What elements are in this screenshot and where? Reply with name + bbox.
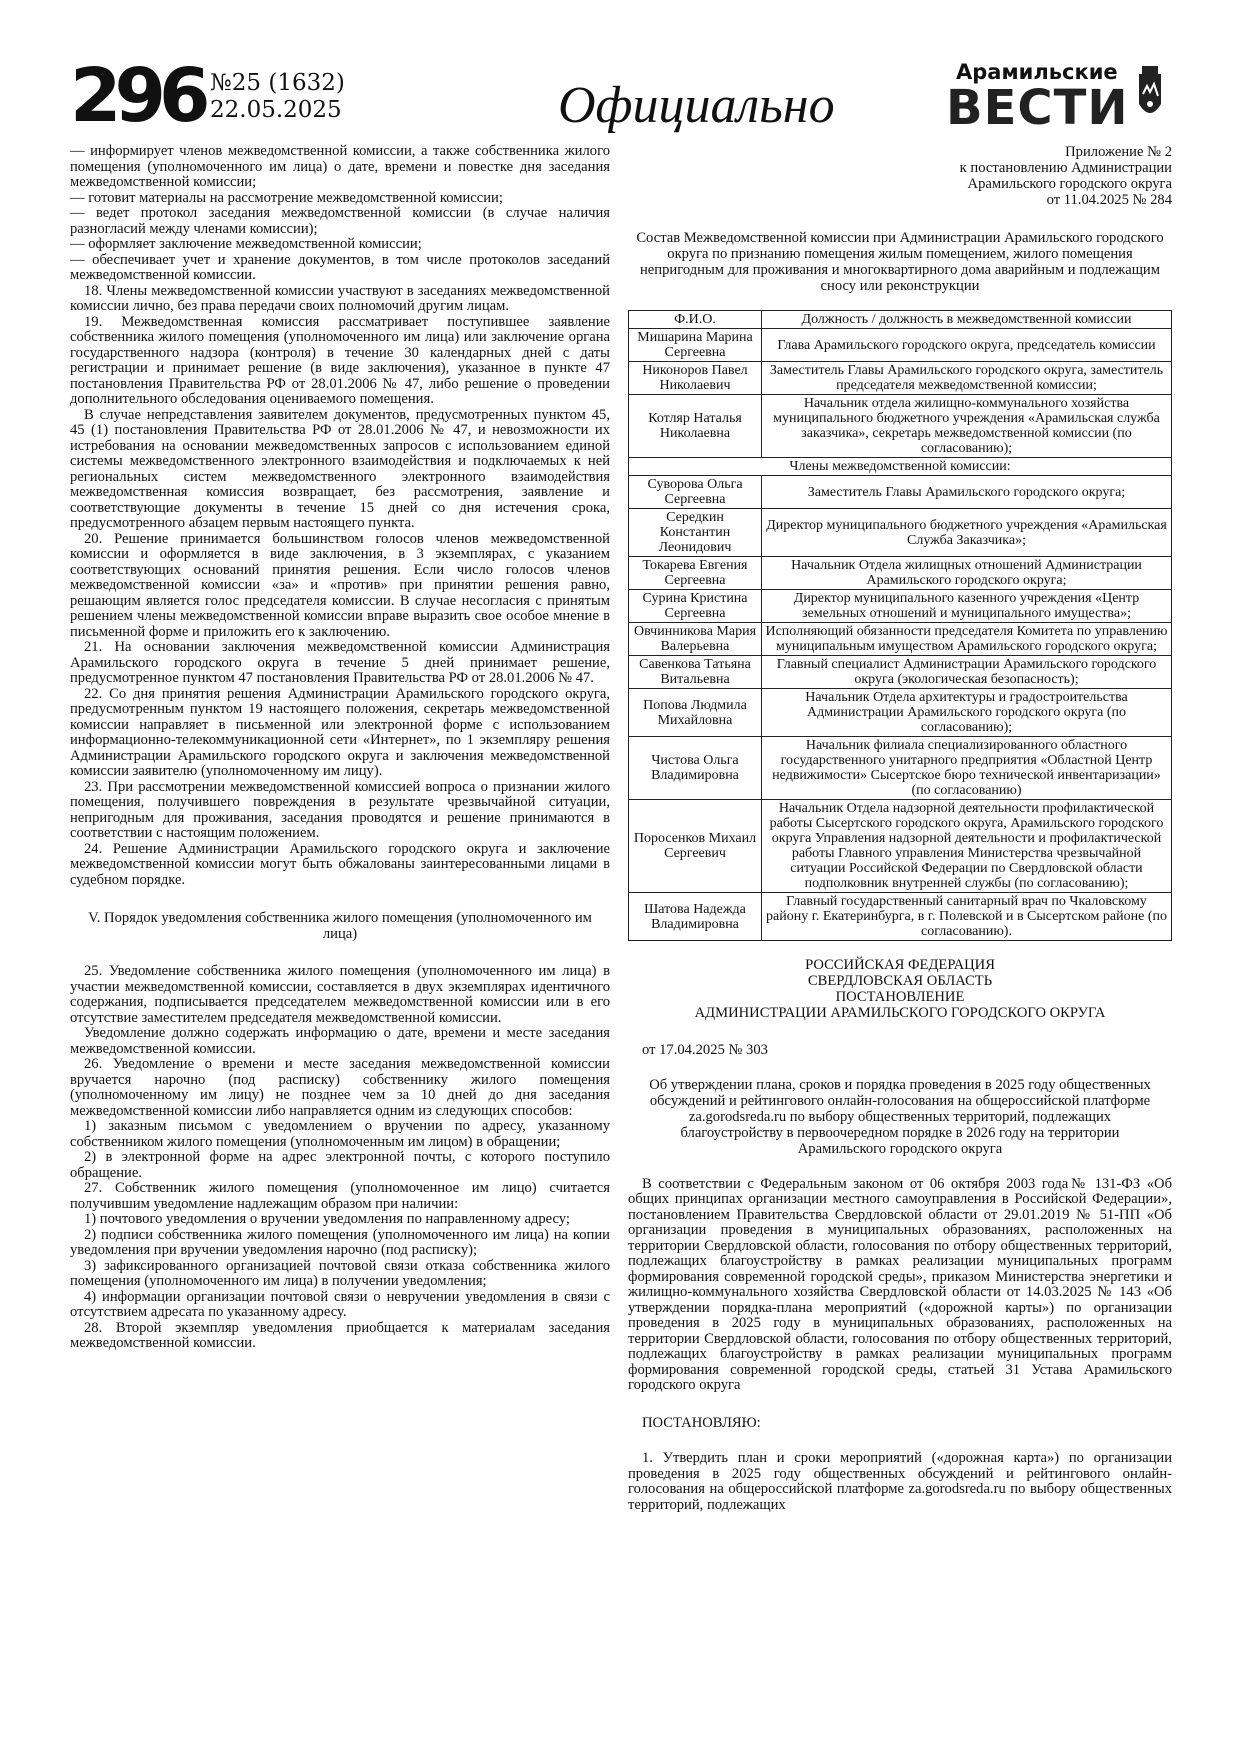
table-row [629, 656, 1172, 689]
paragraph: 2) в электронной форме на адрес электронной почты, с которого поступило обращение. [70, 1149, 610, 1181]
member-role: Начальник Отдела архитектуры и градостроительства Администрации Арамильского городского округа (по согласованию); [762, 689, 1172, 737]
section-title: Официально [558, 77, 835, 134]
paragraph: 27. Собственник жилого помещения (уполномоченное им лицо) считается получившим уведомление надлежащим образом при наличии: [70, 1180, 610, 1212]
paragraph: 28. Второй экземпляр уведомления приобщается к материалам заседания межведомственной комиссии. [70, 1319, 610, 1351]
page-header [70, 53, 1170, 144]
decree-resolve: ПОСТАНОВЛЯЮ: [642, 1414, 761, 1431]
member-role: Заместитель Главы Арамильского городского округа, заместитель председателя межведомственной комиссии; [762, 362, 1172, 395]
table-row [629, 329, 1172, 362]
appendix-line: к постановлению Администрации [959, 160, 1172, 176]
paragraph: 18. Члены межведомственной комиссии участвуют в заседаниях межведомственной комиссии лично, без права передачи своих полномочий другим лицам. [70, 282, 610, 314]
section-heading-v: V. Порядок уведомления собственника жилого помещения (уполномоченного им лица) [88, 910, 592, 942]
member-role: Начальник Отдела жилищных отношений Администрации Арамильского городского округа; [762, 557, 1172, 590]
table-row [629, 590, 1172, 623]
paragraph: 19. Межведомственная комиссия рассматривает поступившее заявление собственника жилого помещения (уполномоченного им лица) или заключение органа государственного надзора (контроля) в течение 30 календарных дней с даты регистрации и принимает решение (в виде заключения), указанное в пункте 47 постановления Правительства РФ от 28.01.2006 № 47, либо решение о проведении дополнительного обследования оцениваемого помещения. [70, 313, 610, 407]
appendix-note [628, 144, 1172, 208]
member-role: Глава Арамильского городского округа, председатель комиссии [762, 329, 1172, 362]
member-name: Никоноров Павел Николаевич [629, 362, 762, 395]
member-name: Суворова Ольга Сергеевна [629, 476, 762, 509]
member-name: Шатова Надежда Владимировна [629, 893, 762, 941]
paragraph: — ведет протокол заседания межведомственной комиссии (в случае наличия разногласий между членами комиссии); [70, 205, 610, 237]
appendix-line: от 11.04.2025 № 284 [1046, 192, 1172, 208]
left-column [70, 144, 610, 1352]
paragraph: Уведомление должно содержать информацию о дате, времени и месте заседания межведомственной комиссии. [70, 1025, 610, 1057]
paragraph: 1) почтового уведомления о вручении уведомления по направленному адресу; [84, 1211, 570, 1227]
member-role: Заместитель Главы Арамильского городского округа; [762, 476, 1172, 509]
logo-main-text: ВЕСТИ [946, 80, 1129, 136]
decree-header-line: РОССИЙСКАЯ ФЕДЕРАЦИЯ [805, 957, 995, 973]
member-name: Поросенков Михаил Сергеевич [629, 800, 762, 893]
member-name: Сурина Кристина Сергеевна [629, 590, 762, 623]
paragraph: 23. При рассмотрении межведомственной комиссией вопроса о признании жилого помещения, получившего повреждения в результате чрезвычайной ситуации, непригодным для проживания, заседания проводятся и решение принимаются в соответствии с настоящим положением. [70, 778, 610, 841]
decree-preamble: В соответствии с Федеральным законом от 06 октября 2003 года№ 131-ФЗ «Об общих принципах организации местного самоуправления в Российской Федерации», постановлением Правительства Свердловской области от 29.01.2019 № 51-ПП «Об организации проведения в муниципальных образованиях, расположенных на территории Свердловской области, голосования по отбору общественных территорий, подлежащих благоустройству в рамках реализации муниципальных программ формирования современной городской среды», приказом Министерства энергетики и жилищно-коммунального хозяйства Свердловской области от 14.03.2025 № 143 «Об утверждении порядка-плана мероприятий («дорожной карты») по организации проведения в 2025 году в муниципальных образованиях, расположенных на территории Свердловской области, голосования по отбору общественных территорий, подлежащих благоустройству в рамках реализации муниципальных программ формирования современной городской среды, статьей 31 Устава Арамильского городского округа [628, 1175, 1172, 1393]
table-row [629, 737, 1172, 800]
table-row [629, 623, 1172, 656]
table-row [629, 362, 1172, 395]
issue-number: №25 (1632) [210, 70, 345, 96]
appendix-line: Приложение № 2 [1065, 144, 1172, 160]
paragraph: 24. Решение Администрации Арамильского городского округа и заключение межведомственной комиссии могут быть обжалованы заинтересованными лицами в судебном порядке. [70, 840, 610, 888]
member-role: Главный специалист Администрации Арамильского городского округа (экологическая безопасность); [762, 656, 1172, 689]
paragraph: 22. Со дня принятия решения Администрации Арамильского городского округа, предусмотренным пунктом 19 настоящего положения, секретарь межведомственной комиссии направляет в письменной или электронной форме с использованием информационно-телекоммуникационной сети «Интернет», по 1 экземпляру решения Администрации Арамильского городского округа и заключения межведомственной комиссии заявителю (уполномоченному им лицу). [70, 685, 610, 779]
member-name: Мишарина Марина Сергеевна [629, 329, 762, 362]
member-name: Чистова Ольга Владимировна [629, 737, 762, 800]
paragraph: 26. Уведомление о времени и месте заседания межведомственной комиссии вручается нарочно (под расписку) собственнику жилого помещения (уполномоченному им лицу) не позднее чем за 10 дней до дня заседания межведомственной комиссии либо направляется одним из следующих способов: [70, 1056, 610, 1119]
left-paragraphs-2 [70, 964, 610, 1352]
paragraph: — информирует членов межведомственной комиссии, а также собственника жилого помещения (уполномоченного им лица) о дате, времени и повестке дня заседания межведомственной комиссии; [70, 143, 610, 190]
decree-title: Об утверждении плана, сроков и порядка проведения в 2025 году общественных обсуждений и рейтингового онлайн-голосования на общероссийской платформе za.gorodsreda.ru по выбору общественных территорий, подлежащих благоустройству в первоочередном порядке в 2026 году на территории Арамильского городского округа [649, 1076, 1151, 1157]
commission-table [628, 310, 1172, 941]
member-role: Директор муниципального казенного учреждения «Центр земельных отношений и муниципального имущества»; [762, 590, 1172, 623]
paragraph: — готовит материалы на рассмотрение межведомственной комиссии; [70, 189, 503, 206]
decree-header-line: АДМИНИСТРАЦИИ АРАМИЛЬСКОГО ГОРОДСКОГО ОКРУГА [694, 1005, 1106, 1021]
table-header-fio: Ф.И.О. [629, 311, 762, 329]
page-number: 296 [70, 53, 204, 139]
table-row [629, 557, 1172, 590]
paragraph: 25. Уведомление собственника жилого помещения (уполномоченного им лица) в участии межведомственной комиссии, составляется в двух экземплярах идентичного содержания, подписывается председателем межведомственной комиссии или в его отсутствие заместителем председателя межведомственной комиссии. [70, 963, 610, 1026]
paragraph: — обеспечивает учет и хранение документов, в том числе протоколов заседаний межведомственной комиссии. [70, 251, 610, 283]
decree-header-line: СВЕРДЛОВСКАЯ ОБЛАСТЬ [807, 973, 993, 989]
paragraph: В случае непредставления заявителем документов, предусмотренных пунктом 45, 45 (1) постановления Правительства РФ от 28.01.2006 № 47, и невозможности их истребования на основании межведомственных запросов с использованием единой системы межведомственного электронного взаимодействия и подключаемых к ней региональных систем межведомственного электронного взаимодействия межведомственная комиссия возвращает, без рассмотрения, заявление и соответствующие документы в течение 15 дней со дня истечения срока, предусмотренного абзацем первым настоящего пункта. [70, 406, 610, 531]
member-role: Начальник отдела жилищно-коммунального хозяйства муниципального бюджетного учреждения «Арамильская служба заказчика», секретарь межведомственной комиссии (по согласованию); [762, 395, 1172, 458]
table-row [629, 893, 1172, 941]
composition-title: Состав Межведомственной комиссии при Администрации Арамильского городского округа по признанию помещения жилым помещением, жилого помещения непригодным для проживания и многоквартирного дома аварийным и подлежащим сносу или реконструкции [636, 230, 1164, 294]
member-role: Главный государственный санитарный врач по Чкаловскому району г. Екатеринбурга, в г. Полевской и в Сысертском районе (по согласованию). [762, 893, 1172, 941]
decree-header-line: ПОСТАНОВЛЕНИЕ [835, 989, 965, 1005]
issue-info [210, 70, 345, 124]
member-name: Котляр Наталья Николаевна [629, 395, 762, 458]
member-role: Начальник Отдела надзорной деятельности профилактической работы Сысертского городского округа, Арамильского городского округа Управления надзорной деятельности и профилактической работы Главного управления Министерства чрезвычайной ситуации Российской Федерации по Свердловской области подполковник внутренней службы (по согласованию); [762, 800, 1172, 893]
table-row [629, 395, 1172, 458]
coat-of-arms-icon [1136, 64, 1164, 126]
paragraph: — оформляет заключение межведомственной комиссии; [70, 236, 422, 252]
appendix-line: Арамильского городского округа [967, 176, 1172, 192]
decree-date: от 17.04.2025 № 303 [642, 1042, 768, 1058]
member-role: Начальник филиала специализированного областного государственного унитарного предприятия «Областной Центр недвижимости» Сысертское бюро технической инвентаризации» (по согласованию) [762, 737, 1172, 800]
member-name: Токарева Евгения Сергеевна [629, 557, 762, 590]
paragraph: 20. Решение принимается большинством голосов членов межведомственной комиссии и оформляется в виде заключения, в 3 экземплярах, с указанием соответствующих оснований принятия решения. Если число голосов членов межведомственной комиссии «за» и «против» при принятии решения равно, решающим является голос председателя комиссии. В случае несогласия с принятым решением члены межведомственной комиссии вправе выразить свое особое мнение в письменной форме и приложить его к заключению. [70, 530, 610, 640]
logo-top-text: Арамильские [956, 60, 1118, 84]
right-column [628, 144, 1172, 1513]
left-paragraphs [70, 144, 610, 888]
decree-point-1: 1. Утвердить план и сроки мероприятий («дорожная карта») по организации проведения в 2025 году общественных обсуждений и рейтингового онлайн-голосования на общероссийской платформе za.gorodsreda.ru по выбору общественных территорий, подлежащих [628, 1450, 1172, 1513]
member-name: Савенкова Татьяна Витальевна [629, 656, 762, 689]
issue-date: 22.05.2025 [210, 97, 342, 123]
newspaper-logo [946, 60, 1166, 142]
table-row [629, 689, 1172, 737]
member-role: Директор муниципального бюджетного учреждения «Арамильская Служба Заказчика»; [762, 509, 1172, 557]
member-role: Исполняющий обязанности председателя Комитета по управлению муниципальным имуществом Арамильского городского округа; [762, 623, 1172, 656]
table-row [629, 800, 1172, 893]
table-row [629, 476, 1172, 509]
member-name: Середкин Константин Леонидович [629, 509, 762, 557]
paragraph: 21. На основании заключения межведомственной комиссии Администрация Арамильского городского округа в течение 5 дней принимает решение, предусмотренное пунктом 47 постановления Правительства РФ от 28.01.2006 № 47. [70, 639, 610, 686]
members-heading-row [629, 458, 1172, 476]
paragraph: 2) подписи собственника жилого помещения (уполномоченного им лица) на копии уведомления при вручении уведомления нарочно (под расписку); [70, 1226, 610, 1258]
members-heading: Члены межведомственной комиссии: [629, 458, 1172, 476]
paragraph: 3) зафиксированного организацией почтовой связи отказа собственника жилого помещения (уполномоченного им лица) в получении уведомления; [70, 1257, 610, 1289]
paragraph: 1) заказным письмом с уведомлением о вручении по адресу, указанному собственником жилого помещения (уполномоченным им лицом) в обращении; [70, 1118, 610, 1150]
table-header-role: Должность / должность в межведомственной комиссии [762, 311, 1172, 329]
table-row [629, 509, 1172, 557]
table-header-row [629, 311, 1172, 329]
member-name: Попова Людмила Михайловна [629, 689, 762, 737]
decree-header [628, 957, 1172, 1021]
paragraph: 4) информации организации почтовой связи о невручении уведомления в связи с отсутствием адресата по указанному адресу. [70, 1288, 610, 1320]
member-name: Овчинникова Мария Валерьевна [629, 623, 762, 656]
